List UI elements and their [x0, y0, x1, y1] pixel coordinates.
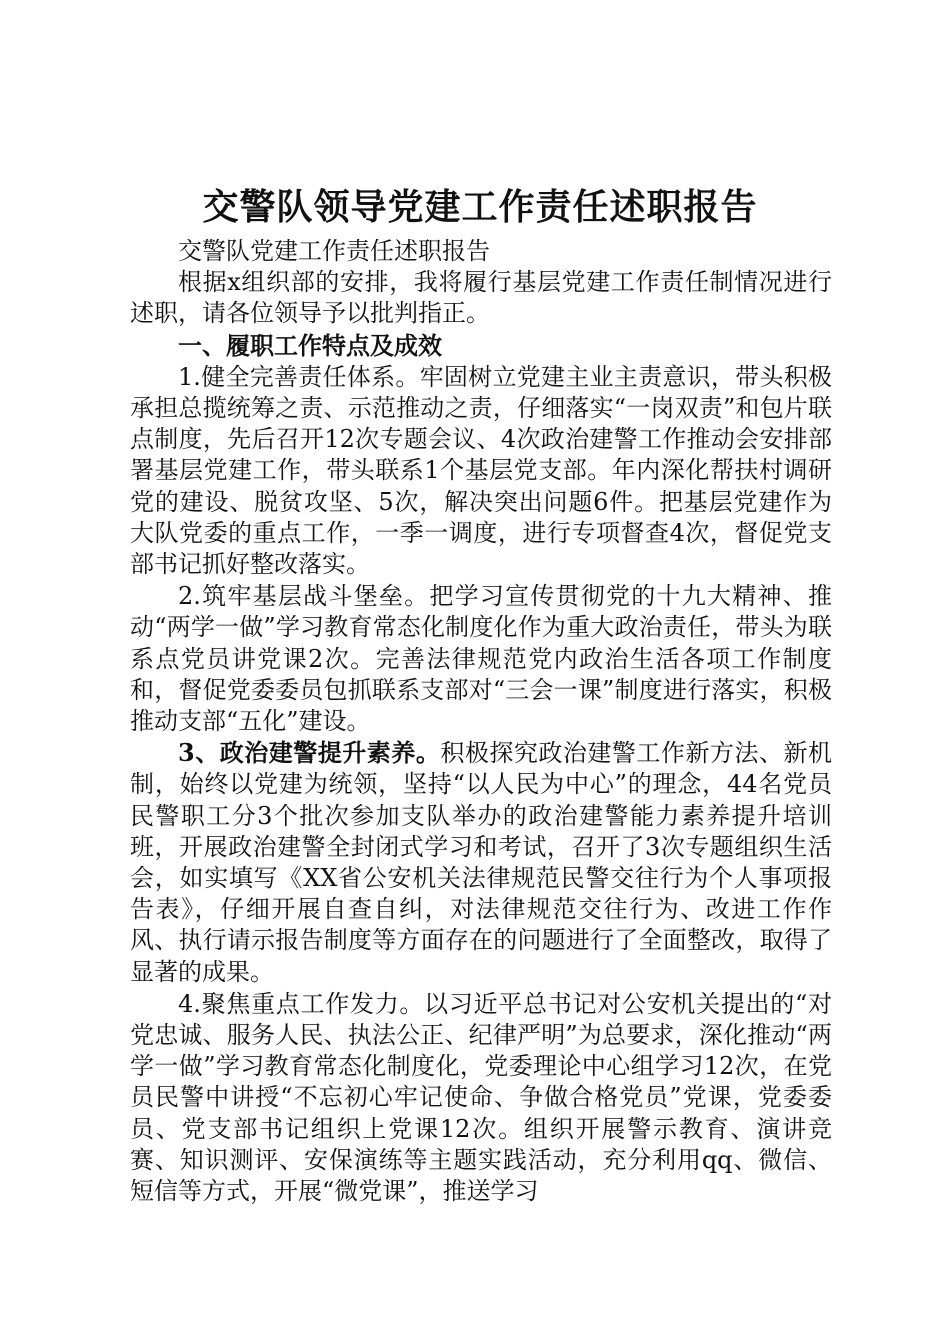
document-subtitle: 交警队党建工作责任述职报告 [178, 237, 490, 265]
body-paragraph [130, 580, 832, 737]
paragraph-text: 1.健全完善责任体系。牢固树立党建主业主责意识，带头积极承担总揽统筹之责、示范推动之责，仔细落实“一岗双责”和包片联点制度，先后召开12次专题会议、4次政治建警工作推动会安排部署基层党建工作，带头联系1个基层党支部。年内深化帮扶村调研党的建设、脱贫攻坚、5次，解决突出问题6件。把基层党建作为大队党委的重点工作，一季一调度，进行专项督查4次，督促党支部书记抓好整改落实。 [130, 362, 832, 579]
body-paragraph [130, 988, 832, 1207]
document-body [130, 236, 832, 1207]
document-title: 交警队领导党建工作责任述职报告 [202, 186, 758, 228]
paragraph-text: 4.聚焦重点工作发力。以习近平总书记对公安机关提出的“对党忠诚、服务人民、执法公正、纪律严明”为总要求，深化推动“两学一做”学习教育常态化制度化，党委理论中心组学习12次，在党员民警中讲授“不忘初心牢记使命、争做合格党员”党课，党委委员、党支部书记组织上党课12次。组织开展警示教育、演讲竞赛、知识测评、安保演练等主题实践活动，充分利用qq、微信、短信等方式，开展“微党课”，推送学习 [130, 989, 832, 1206]
paragraph-lead: 3、政治建警提升素养。 [178, 738, 441, 768]
paragraph-text: 2.筑牢基层战斗堡垒。把学习宣传贯彻党的十九大精神、推动“两学一做”学习教育常态化制度化作为重大政治责任，带头为联系点党员讲党课2次。完善法律规范党内政治生活各项工作制度和，督促党委委员包抓联系支部对“三会一课”制度进行落实，积极推动支部“五化”建设。 [130, 582, 832, 736]
section-heading: 一、履职工作特点及成效 [178, 330, 442, 360]
intro-paragraph: 根据x组织部的安排，我将履行基层党建工作责任制情况进行述职，请各位领导予以批判指正。 [130, 268, 832, 328]
body-paragraph [130, 737, 832, 988]
paragraph-text: 积极探究政治建警工作新方法、新机制，始终以党建为统领，坚持“以人民为中心”的理念，44名党员民警职工分3个批次参加支队举办的政治建警能力素养提升培训班，开展政治建警全封闭式学习和考试，召开了3次专题组织生活会，如实填写《XX省公安机关法律规范民警交往行为个人事项报告表》，仔细开展自查自纠，对法律规范交往行为、改进工作作风、执行请示报告制度等方面存在的问题进行了全面整改，取得了显著的成果。 [130, 739, 832, 986]
body-paragraph [130, 361, 832, 580]
